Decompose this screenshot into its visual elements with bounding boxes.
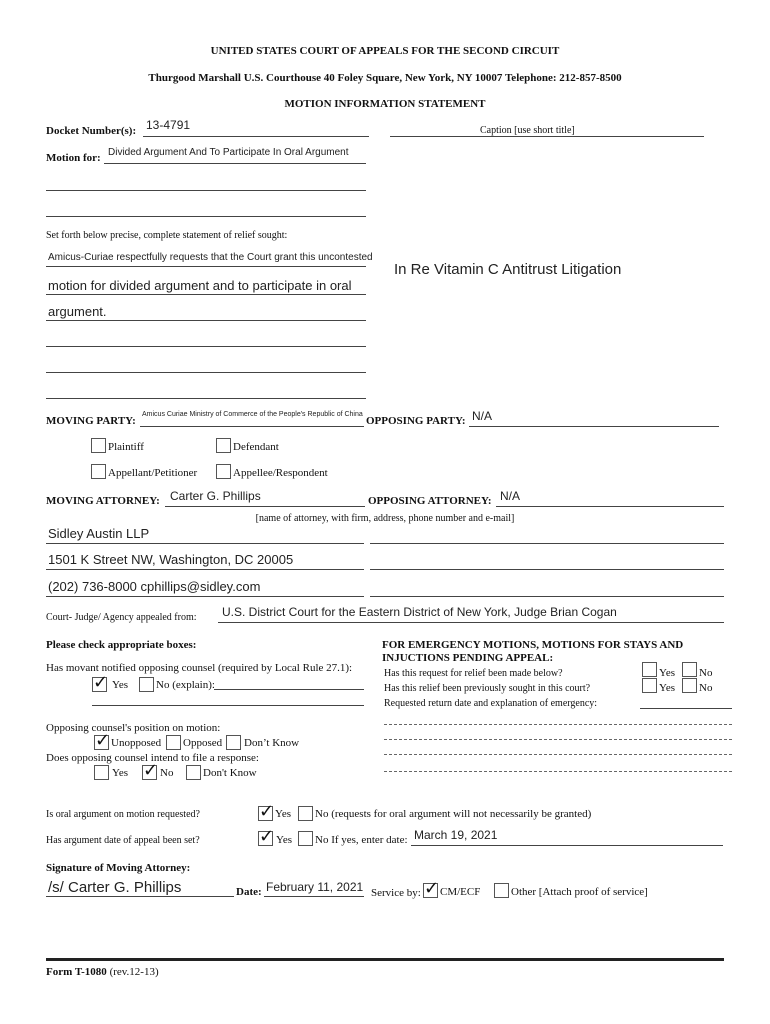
emergency-q2: Has this relief been previously sought in this court? xyxy=(384,683,591,694)
plaintiff-label: Plaintiff xyxy=(108,441,144,453)
response-no-check-icon: ✓ xyxy=(143,760,159,781)
court-address: Thurgood Marshall U.S. Courthouse 40 Foley Square, New York, NY 10007 Telephone: 212-857-8500 xyxy=(148,72,622,84)
date-label: Date: xyxy=(236,886,262,898)
attorney-note: [name of attorney, with firm, address, phone number and e-mail] xyxy=(255,513,515,524)
appellee-label: Appellee/Respondent xyxy=(233,467,328,479)
docket-label: Docket Number(s): xyxy=(46,125,137,137)
court-below-label: Court- Judge/ Agency appealed from: xyxy=(46,612,197,623)
emergency-heading-1: FOR EMERGENCY MOTIONS, MOTIONS FOR STAYS AND xyxy=(382,639,684,651)
oral-no-label: No (requests for oral argument will not necessarily be granted) xyxy=(315,808,592,820)
relief-line-2[interactable]: motion for divided argument and to participate in oral xyxy=(48,278,352,293)
moving-attorney-field[interactable]: Carter G. Phillips xyxy=(170,489,261,503)
attorney-firm-field[interactable]: Sidley Austin LLP xyxy=(48,526,150,541)
q1-yes-checkbox[interactable] xyxy=(642,662,657,677)
notified-no-checkbox[interactable] xyxy=(139,677,154,692)
date-no-checkbox[interactable] xyxy=(298,831,313,846)
oral-yes-label: Yes xyxy=(275,808,292,820)
defendant-checkbox[interactable] xyxy=(216,438,231,453)
oral-yes-check-icon: ✓ xyxy=(259,801,275,822)
position-question: Opposing counsel's position on motion: xyxy=(46,722,221,734)
argument-date-field[interactable]: March 19, 2021 xyxy=(414,828,498,842)
court-below-field[interactable]: U.S. District Court for the Eastern District of New York, Judge Brian Cogan xyxy=(222,605,617,619)
q1-no-checkbox[interactable] xyxy=(682,662,697,677)
unopposed-label: Unopposed xyxy=(111,737,162,749)
notified-question: Has movant notified opposing counsel (required by Local Rule 27.1): xyxy=(46,662,353,674)
dont-know-label: Don’t Know xyxy=(244,737,300,749)
q1-yes-label: Yes xyxy=(659,667,676,679)
notified-yes-check-icon: ✓ xyxy=(93,672,109,693)
response-yes-label: Yes xyxy=(112,767,129,779)
moving-party-label: MOVING PARTY: xyxy=(46,415,136,427)
q1-no-label: No xyxy=(699,667,713,679)
response-yes-checkbox[interactable] xyxy=(94,765,109,780)
relief-line-1[interactable]: Amicus-Curiae respectfully requests that the Court grant this uncontested xyxy=(48,252,373,263)
cmecf-check-icon: ✓ xyxy=(424,878,440,899)
q2-yes-checkbox[interactable] xyxy=(642,678,657,693)
oral-argument-question: Is oral argument on motion requested? xyxy=(46,809,200,820)
date-yes-check-icon: ✓ xyxy=(259,826,275,847)
opposed-label: Opposed xyxy=(183,737,223,749)
notified-yes-label: Yes xyxy=(112,679,129,691)
dont-know-checkbox[interactable] xyxy=(226,735,241,750)
signature-date-field[interactable]: February 11, 2021 xyxy=(266,880,364,894)
emergency-heading-2: INJUCTIONS PENDING APPEAL: xyxy=(382,652,554,664)
form-title: MOTION INFORMATION STATEMENT xyxy=(284,98,486,110)
plaintiff-checkbox[interactable] xyxy=(91,438,106,453)
unopposed-check-icon: ✓ xyxy=(95,730,111,751)
other-service-checkbox[interactable] xyxy=(494,883,509,898)
appellee-checkbox[interactable] xyxy=(216,464,231,479)
q2-yes-label: Yes xyxy=(659,682,676,694)
attorney-address-field[interactable]: 1501 K Street NW, Washington, DC 20005 xyxy=(48,552,294,567)
form-id: Form T-1080 xyxy=(46,966,107,978)
motion-for-field[interactable]: Divided Argument And To Participate In Oral Argument xyxy=(108,147,349,158)
oral-no-checkbox[interactable] xyxy=(298,806,313,821)
response-no-label: No xyxy=(160,767,174,779)
court-name: UNITED STATES COURT OF APPEALS FOR THE SECOND CIRCUIT xyxy=(210,45,560,57)
emergency-q3: Requested return date and explanation of emergency: xyxy=(384,698,598,709)
response-dont-know-checkbox[interactable] xyxy=(186,765,201,780)
relief-line-3[interactable]: argument. xyxy=(48,304,107,319)
appellant-label: Appellant/Petitioner xyxy=(108,467,198,479)
motion-for-label: Motion for: xyxy=(46,152,101,164)
notified-no-label: No (explain): xyxy=(156,679,215,691)
relief-label: Set forth below precise, complete statement of relief sought: xyxy=(46,230,288,241)
argument-date-question: Has argument date of appeal been set? xyxy=(46,835,200,846)
defendant-label: Defendant xyxy=(233,441,279,453)
emergency-q1: Has this request for relief been made below? xyxy=(384,668,563,679)
form-revision: (rev.12-13) xyxy=(109,966,159,978)
date-no-label: No If yes, enter date: xyxy=(315,834,408,846)
moving-attorney-label: MOVING ATTORNEY: xyxy=(46,495,160,507)
appellant-checkbox[interactable] xyxy=(91,464,106,479)
q2-no-checkbox[interactable] xyxy=(682,678,697,693)
checks-heading: Please check appropriate boxes: xyxy=(46,639,197,651)
opposing-attorney-label: OPPOSING ATTORNEY: xyxy=(368,495,492,507)
caption-field[interactable]: In Re Vitamin C Antitrust Litigation xyxy=(394,261,622,278)
cmecf-label: CM/ECF xyxy=(440,886,481,898)
service-label: Service by: xyxy=(371,887,421,899)
moving-party-field[interactable]: Amicus Curiae Ministry of Commerce of the People's Republic of China xyxy=(142,411,363,418)
response-question: Does opposing counsel intend to file a response: xyxy=(46,752,259,764)
opposed-checkbox[interactable] xyxy=(166,735,181,750)
q2-no-label: No xyxy=(699,682,713,694)
opposing-party-field[interactable]: N/A xyxy=(472,409,493,423)
signature-field[interactable]: /s/ Carter G. Phillips xyxy=(48,879,182,896)
other-service-label: Other [Attach proof of service] xyxy=(511,886,648,898)
opposing-party-label: OPPOSING PARTY: xyxy=(366,415,466,427)
form-number xyxy=(46,966,159,978)
signature-label: Signature of Moving Attorney: xyxy=(46,862,191,874)
date-yes-label: Yes xyxy=(276,834,293,846)
attorney-contact-field[interactable]: (202) 736-8000 cphillips@sidley.com xyxy=(48,579,261,594)
docket-number-field[interactable]: 13-4791 xyxy=(146,118,191,132)
response-dont-know-label: Don't Know xyxy=(203,767,257,779)
caption-label: Caption [use short title] xyxy=(480,125,575,136)
opposing-attorney-field[interactable]: N/A xyxy=(500,489,521,503)
